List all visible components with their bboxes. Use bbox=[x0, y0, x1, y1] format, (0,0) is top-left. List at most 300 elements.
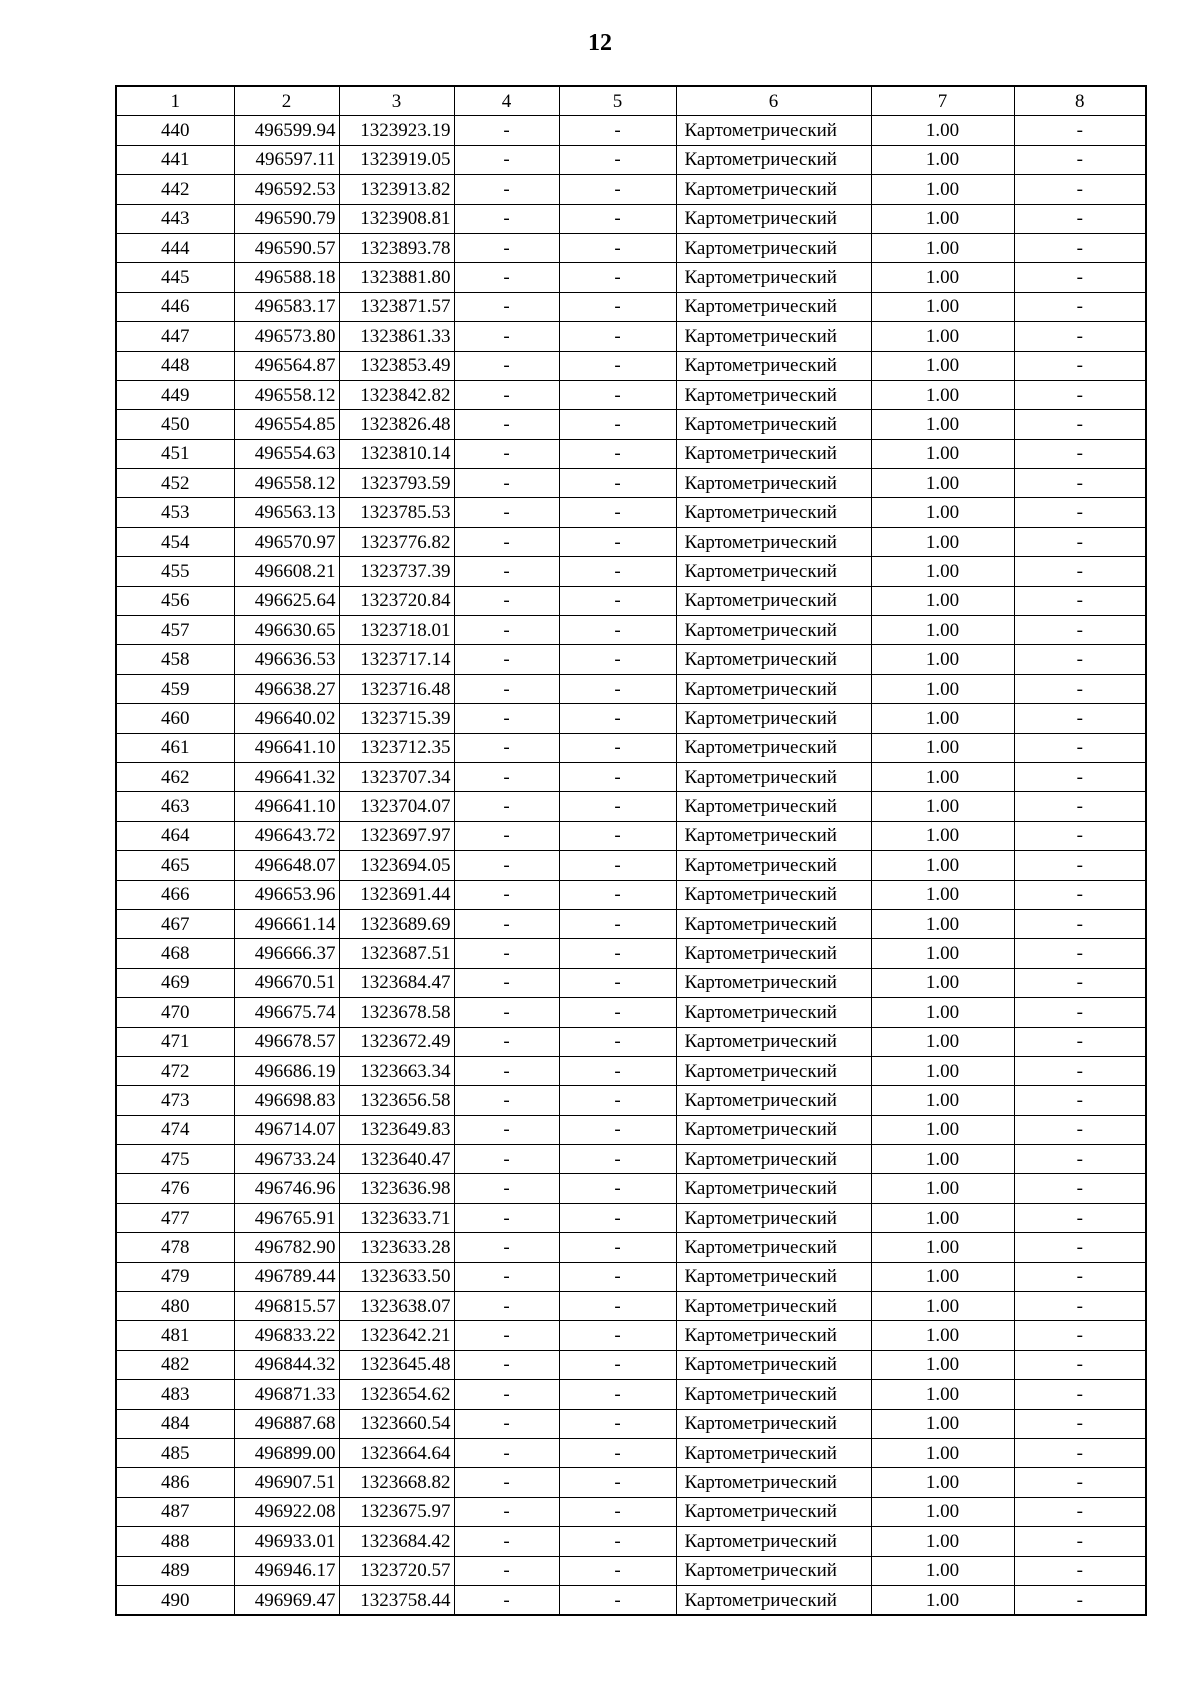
y-coordinate-cell: 1323842.82 bbox=[339, 380, 454, 409]
col8-cell: - bbox=[1014, 1497, 1146, 1526]
table-row bbox=[116, 204, 1146, 233]
point-number-cell: 454 bbox=[116, 527, 234, 556]
col4-cell: - bbox=[454, 527, 559, 556]
x-coordinate-cell: 496583.17 bbox=[234, 292, 339, 321]
accuracy-cell: 1.00 bbox=[871, 557, 1014, 586]
y-coordinate-cell: 1323663.34 bbox=[339, 1056, 454, 1085]
method-cell: Картометрический bbox=[676, 1497, 871, 1526]
point-number-cell: 473 bbox=[116, 1086, 234, 1115]
accuracy-cell: 1.00 bbox=[871, 1321, 1014, 1350]
accuracy-cell: 1.00 bbox=[871, 1380, 1014, 1409]
col5-cell: - bbox=[559, 1292, 676, 1321]
y-coordinate-cell: 1323861.33 bbox=[339, 322, 454, 351]
method-cell: Картометрический bbox=[676, 322, 871, 351]
col8-cell: - bbox=[1014, 733, 1146, 762]
col8-cell: - bbox=[1014, 821, 1146, 850]
accuracy-cell: 1.00 bbox=[871, 1262, 1014, 1291]
col4-cell: - bbox=[454, 439, 559, 468]
col8-cell: - bbox=[1014, 762, 1146, 791]
col5-cell: - bbox=[559, 1145, 676, 1174]
method-cell: Картометрический bbox=[676, 1233, 871, 1262]
col8-cell: - bbox=[1014, 1262, 1146, 1291]
accuracy-cell: 1.00 bbox=[871, 351, 1014, 380]
y-coordinate-cell: 1323720.57 bbox=[339, 1556, 454, 1585]
x-coordinate-cell: 496570.97 bbox=[234, 527, 339, 556]
column-header: 1 bbox=[116, 86, 234, 116]
method-cell: Картометрический bbox=[676, 145, 871, 174]
method-cell: Картометрический bbox=[676, 1527, 871, 1556]
y-coordinate-cell: 1323707.34 bbox=[339, 762, 454, 791]
x-coordinate-cell: 496733.24 bbox=[234, 1145, 339, 1174]
y-coordinate-cell: 1323660.54 bbox=[339, 1409, 454, 1438]
y-coordinate-cell: 1323704.07 bbox=[339, 792, 454, 821]
table-body bbox=[116, 116, 1146, 1615]
table-row bbox=[116, 292, 1146, 321]
col4-cell: - bbox=[454, 292, 559, 321]
table-row bbox=[116, 704, 1146, 733]
table-row bbox=[116, 116, 1146, 145]
table-row bbox=[116, 1380, 1146, 1409]
col8-cell: - bbox=[1014, 439, 1146, 468]
method-cell: Картометрический bbox=[676, 586, 871, 615]
accuracy-cell: 1.00 bbox=[871, 498, 1014, 527]
col4-cell: - bbox=[454, 1556, 559, 1585]
accuracy-cell: 1.00 bbox=[871, 380, 1014, 409]
col8-cell: - bbox=[1014, 351, 1146, 380]
table-row bbox=[116, 1527, 1146, 1556]
col5-cell: - bbox=[559, 880, 676, 909]
accuracy-cell: 1.00 bbox=[871, 1292, 1014, 1321]
col4-cell: - bbox=[454, 821, 559, 850]
method-cell: Картометрический bbox=[676, 1556, 871, 1585]
method-cell: Картометрический bbox=[676, 1409, 871, 1438]
col5-cell: - bbox=[559, 1174, 676, 1203]
col5-cell: - bbox=[559, 557, 676, 586]
point-number-cell: 467 bbox=[116, 909, 234, 938]
col4-cell: - bbox=[454, 1438, 559, 1467]
y-coordinate-cell: 1323881.80 bbox=[339, 263, 454, 292]
x-coordinate-cell: 496899.00 bbox=[234, 1438, 339, 1467]
accuracy-cell: 1.00 bbox=[871, 762, 1014, 791]
accuracy-cell: 1.00 bbox=[871, 527, 1014, 556]
y-coordinate-cell: 1323675.97 bbox=[339, 1497, 454, 1526]
method-cell: Картометрический bbox=[676, 380, 871, 409]
col5-cell: - bbox=[559, 616, 676, 645]
col4-cell: - bbox=[454, 557, 559, 586]
point-number-cell: 447 bbox=[116, 322, 234, 351]
col4-cell: - bbox=[454, 1497, 559, 1526]
col8-cell: - bbox=[1014, 645, 1146, 674]
header-row bbox=[116, 86, 1146, 116]
col8-cell: - bbox=[1014, 1174, 1146, 1203]
col8-cell: - bbox=[1014, 909, 1146, 938]
x-coordinate-cell: 496933.01 bbox=[234, 1527, 339, 1556]
col8-cell: - bbox=[1014, 1115, 1146, 1144]
col5-cell: - bbox=[559, 704, 676, 733]
table-row bbox=[116, 1468, 1146, 1497]
point-number-cell: 472 bbox=[116, 1056, 234, 1085]
method-cell: Картометрический bbox=[676, 1438, 871, 1467]
y-coordinate-cell: 1323689.69 bbox=[339, 909, 454, 938]
col5-cell: - bbox=[559, 351, 676, 380]
col5-cell: - bbox=[559, 1027, 676, 1056]
table-row bbox=[116, 616, 1146, 645]
accuracy-cell: 1.00 bbox=[871, 1056, 1014, 1085]
col4-cell: - bbox=[454, 322, 559, 351]
method-cell: Картометрический bbox=[676, 762, 871, 791]
col5-cell: - bbox=[559, 1115, 676, 1144]
x-coordinate-cell: 496871.33 bbox=[234, 1380, 339, 1409]
table-row bbox=[116, 439, 1146, 468]
y-coordinate-cell: 1323826.48 bbox=[339, 410, 454, 439]
col4-cell: - bbox=[454, 1585, 559, 1615]
x-coordinate-cell: 496666.37 bbox=[234, 939, 339, 968]
col5-cell: - bbox=[559, 1056, 676, 1085]
method-cell: Картометрический bbox=[676, 439, 871, 468]
accuracy-cell: 1.00 bbox=[871, 1527, 1014, 1556]
point-number-cell: 475 bbox=[116, 1145, 234, 1174]
point-number-cell: 444 bbox=[116, 233, 234, 262]
point-number-cell: 449 bbox=[116, 380, 234, 409]
x-coordinate-cell: 496597.11 bbox=[234, 145, 339, 174]
accuracy-cell: 1.00 bbox=[871, 792, 1014, 821]
accuracy-cell: 1.00 bbox=[871, 586, 1014, 615]
y-coordinate-cell: 1323694.05 bbox=[339, 851, 454, 880]
y-coordinate-cell: 1323633.28 bbox=[339, 1233, 454, 1262]
x-coordinate-cell: 496765.91 bbox=[234, 1203, 339, 1232]
method-cell: Картометрический bbox=[676, 1350, 871, 1379]
col5-cell: - bbox=[559, 821, 676, 850]
accuracy-cell: 1.00 bbox=[871, 175, 1014, 204]
col8-cell: - bbox=[1014, 792, 1146, 821]
col8-cell: - bbox=[1014, 116, 1146, 145]
col4-cell: - bbox=[454, 851, 559, 880]
accuracy-cell: 1.00 bbox=[871, 998, 1014, 1027]
method-cell: Картометрический bbox=[676, 616, 871, 645]
col5-cell: - bbox=[559, 292, 676, 321]
table-row bbox=[116, 939, 1146, 968]
x-coordinate-cell: 496887.68 bbox=[234, 1409, 339, 1438]
col5-cell: - bbox=[559, 1497, 676, 1526]
y-coordinate-cell: 1323640.47 bbox=[339, 1145, 454, 1174]
col8-cell: - bbox=[1014, 998, 1146, 1027]
y-coordinate-cell: 1323668.82 bbox=[339, 1468, 454, 1497]
col4-cell: - bbox=[454, 1056, 559, 1085]
x-coordinate-cell: 496833.22 bbox=[234, 1321, 339, 1350]
col5-cell: - bbox=[559, 968, 676, 997]
method-cell: Картометрический bbox=[676, 1056, 871, 1085]
col5-cell: - bbox=[559, 1233, 676, 1262]
accuracy-cell: 1.00 bbox=[871, 1027, 1014, 1056]
point-number-cell: 442 bbox=[116, 175, 234, 204]
col5-cell: - bbox=[559, 410, 676, 439]
table-row bbox=[116, 498, 1146, 527]
col5-cell: - bbox=[559, 1409, 676, 1438]
table-row bbox=[116, 1585, 1146, 1615]
point-number-cell: 480 bbox=[116, 1292, 234, 1321]
col4-cell: - bbox=[454, 1350, 559, 1379]
col8-cell: - bbox=[1014, 1203, 1146, 1232]
method-cell: Картометрический bbox=[676, 1585, 871, 1615]
point-number-cell: 474 bbox=[116, 1115, 234, 1144]
accuracy-cell: 1.00 bbox=[871, 1203, 1014, 1232]
col5-cell: - bbox=[559, 851, 676, 880]
table-row bbox=[116, 527, 1146, 556]
table-row bbox=[116, 145, 1146, 174]
accuracy-cell: 1.00 bbox=[871, 116, 1014, 145]
col4-cell: - bbox=[454, 1262, 559, 1291]
point-number-cell: 483 bbox=[116, 1380, 234, 1409]
col5-cell: - bbox=[559, 116, 676, 145]
col5-cell: - bbox=[559, 1262, 676, 1291]
col4-cell: - bbox=[454, 145, 559, 174]
col4-cell: - bbox=[454, 792, 559, 821]
accuracy-cell: 1.00 bbox=[871, 233, 1014, 262]
point-number-cell: 478 bbox=[116, 1233, 234, 1262]
col5-cell: - bbox=[559, 1585, 676, 1615]
table-row bbox=[116, 792, 1146, 821]
col8-cell: - bbox=[1014, 1350, 1146, 1379]
y-coordinate-cell: 1323691.44 bbox=[339, 880, 454, 909]
col5-cell: - bbox=[559, 762, 676, 791]
col4-cell: - bbox=[454, 909, 559, 938]
table-row bbox=[116, 1115, 1146, 1144]
x-coordinate-cell: 496641.10 bbox=[234, 792, 339, 821]
table-row bbox=[116, 674, 1146, 703]
col8-cell: - bbox=[1014, 1585, 1146, 1615]
point-number-cell: 446 bbox=[116, 292, 234, 321]
col4-cell: - bbox=[454, 1468, 559, 1497]
table-row bbox=[116, 733, 1146, 762]
method-cell: Картометрический bbox=[676, 851, 871, 880]
table-row bbox=[116, 1086, 1146, 1115]
method-cell: Картометрический bbox=[676, 292, 871, 321]
point-number-cell: 453 bbox=[116, 498, 234, 527]
accuracy-cell: 1.00 bbox=[871, 1086, 1014, 1115]
accuracy-cell: 1.00 bbox=[871, 292, 1014, 321]
x-coordinate-cell: 496782.90 bbox=[234, 1233, 339, 1262]
accuracy-cell: 1.00 bbox=[871, 1585, 1014, 1615]
accuracy-cell: 1.00 bbox=[871, 733, 1014, 762]
accuracy-cell: 1.00 bbox=[871, 1174, 1014, 1203]
col4-cell: - bbox=[454, 586, 559, 615]
column-header: 2 bbox=[234, 86, 339, 116]
y-coordinate-cell: 1323649.83 bbox=[339, 1115, 454, 1144]
method-cell: Картометрический bbox=[676, 733, 871, 762]
point-number-cell: 461 bbox=[116, 733, 234, 762]
y-coordinate-cell: 1323697.97 bbox=[339, 821, 454, 850]
col8-cell: - bbox=[1014, 204, 1146, 233]
col8-cell: - bbox=[1014, 704, 1146, 733]
col4-cell: - bbox=[454, 263, 559, 292]
y-coordinate-cell: 1323633.50 bbox=[339, 1262, 454, 1291]
y-coordinate-cell: 1323908.81 bbox=[339, 204, 454, 233]
accuracy-cell: 1.00 bbox=[871, 322, 1014, 351]
table-row bbox=[116, 998, 1146, 1027]
col4-cell: - bbox=[454, 204, 559, 233]
point-number-cell: 452 bbox=[116, 469, 234, 498]
col8-cell: - bbox=[1014, 968, 1146, 997]
method-cell: Картометрический bbox=[676, 498, 871, 527]
x-coordinate-cell: 496554.63 bbox=[234, 439, 339, 468]
method-cell: Картометрический bbox=[676, 704, 871, 733]
table-row bbox=[116, 821, 1146, 850]
table-row bbox=[116, 322, 1146, 351]
accuracy-cell: 1.00 bbox=[871, 204, 1014, 233]
point-number-cell: 470 bbox=[116, 998, 234, 1027]
point-number-cell: 476 bbox=[116, 1174, 234, 1203]
accuracy-cell: 1.00 bbox=[871, 851, 1014, 880]
point-number-cell: 489 bbox=[116, 1556, 234, 1585]
table-row bbox=[116, 762, 1146, 791]
col5-cell: - bbox=[559, 527, 676, 556]
point-number-cell: 487 bbox=[116, 1497, 234, 1526]
table-row bbox=[116, 380, 1146, 409]
col8-cell: - bbox=[1014, 851, 1146, 880]
col5-cell: - bbox=[559, 439, 676, 468]
accuracy-cell: 1.00 bbox=[871, 909, 1014, 938]
y-coordinate-cell: 1323633.71 bbox=[339, 1203, 454, 1232]
col5-cell: - bbox=[559, 645, 676, 674]
point-number-cell: 484 bbox=[116, 1409, 234, 1438]
table-row bbox=[116, 1203, 1146, 1232]
point-number-cell: 477 bbox=[116, 1203, 234, 1232]
col8-cell: - bbox=[1014, 233, 1146, 262]
x-coordinate-cell: 496922.08 bbox=[234, 1497, 339, 1526]
point-number-cell: 455 bbox=[116, 557, 234, 586]
x-coordinate-cell: 496630.65 bbox=[234, 616, 339, 645]
col8-cell: - bbox=[1014, 1145, 1146, 1174]
column-header: 6 bbox=[676, 86, 871, 116]
x-coordinate-cell: 496714.07 bbox=[234, 1115, 339, 1144]
y-coordinate-cell: 1323853.49 bbox=[339, 351, 454, 380]
table-row bbox=[116, 1556, 1146, 1585]
point-number-cell: 485 bbox=[116, 1438, 234, 1467]
col4-cell: - bbox=[454, 1145, 559, 1174]
col4-cell: - bbox=[454, 968, 559, 997]
table-row bbox=[116, 1174, 1146, 1203]
col8-cell: - bbox=[1014, 557, 1146, 586]
col4-cell: - bbox=[454, 998, 559, 1027]
col8-cell: - bbox=[1014, 880, 1146, 909]
table-row bbox=[116, 1497, 1146, 1526]
col4-cell: - bbox=[454, 733, 559, 762]
point-number-cell: 481 bbox=[116, 1321, 234, 1350]
y-coordinate-cell: 1323636.98 bbox=[339, 1174, 454, 1203]
coordinates-table bbox=[115, 85, 1147, 1616]
y-coordinate-cell: 1323720.84 bbox=[339, 586, 454, 615]
table-row bbox=[116, 1350, 1146, 1379]
col5-cell: - bbox=[559, 469, 676, 498]
accuracy-cell: 1.00 bbox=[871, 616, 1014, 645]
y-coordinate-cell: 1323715.39 bbox=[339, 704, 454, 733]
table-row bbox=[116, 851, 1146, 880]
method-cell: Картометрический bbox=[676, 469, 871, 498]
col5-cell: - bbox=[559, 263, 676, 292]
y-coordinate-cell: 1323913.82 bbox=[339, 175, 454, 204]
method-cell: Картометрический bbox=[676, 792, 871, 821]
col4-cell: - bbox=[454, 410, 559, 439]
x-coordinate-cell: 496625.64 bbox=[234, 586, 339, 615]
method-cell: Картометрический bbox=[676, 557, 871, 586]
col4-cell: - bbox=[454, 1174, 559, 1203]
point-number-cell: 479 bbox=[116, 1262, 234, 1291]
point-number-cell: 460 bbox=[116, 704, 234, 733]
col4-cell: - bbox=[454, 645, 559, 674]
point-number-cell: 459 bbox=[116, 674, 234, 703]
table-row bbox=[116, 1056, 1146, 1085]
col5-cell: - bbox=[559, 998, 676, 1027]
y-coordinate-cell: 1323684.47 bbox=[339, 968, 454, 997]
point-number-cell: 466 bbox=[116, 880, 234, 909]
accuracy-cell: 1.00 bbox=[871, 1115, 1014, 1144]
point-number-cell: 465 bbox=[116, 851, 234, 880]
point-number-cell: 443 bbox=[116, 204, 234, 233]
col5-cell: - bbox=[559, 1438, 676, 1467]
method-cell: Картометрический bbox=[676, 909, 871, 938]
col4-cell: - bbox=[454, 616, 559, 645]
col5-cell: - bbox=[559, 792, 676, 821]
point-number-cell: 471 bbox=[116, 1027, 234, 1056]
col8-cell: - bbox=[1014, 586, 1146, 615]
x-coordinate-cell: 496678.57 bbox=[234, 1027, 339, 1056]
point-number-cell: 445 bbox=[116, 263, 234, 292]
x-coordinate-cell: 496564.87 bbox=[234, 351, 339, 380]
y-coordinate-cell: 1323664.64 bbox=[339, 1438, 454, 1467]
col8-cell: - bbox=[1014, 1556, 1146, 1585]
col4-cell: - bbox=[454, 1409, 559, 1438]
col5-cell: - bbox=[559, 1086, 676, 1115]
col5-cell: - bbox=[559, 498, 676, 527]
y-coordinate-cell: 1323654.62 bbox=[339, 1380, 454, 1409]
method-cell: Картометрический bbox=[676, 939, 871, 968]
y-coordinate-cell: 1323893.78 bbox=[339, 233, 454, 262]
accuracy-cell: 1.00 bbox=[871, 1409, 1014, 1438]
method-cell: Картометрический bbox=[676, 204, 871, 233]
col4-cell: - bbox=[454, 704, 559, 733]
col8-cell: - bbox=[1014, 1321, 1146, 1350]
accuracy-cell: 1.00 bbox=[871, 439, 1014, 468]
page-number: 12 bbox=[588, 30, 612, 56]
col4-cell: - bbox=[454, 762, 559, 791]
x-coordinate-cell: 496675.74 bbox=[234, 998, 339, 1027]
point-number-cell: 456 bbox=[116, 586, 234, 615]
x-coordinate-cell: 496563.13 bbox=[234, 498, 339, 527]
col8-cell: - bbox=[1014, 145, 1146, 174]
accuracy-cell: 1.00 bbox=[871, 1145, 1014, 1174]
column-header: 5 bbox=[559, 86, 676, 116]
y-coordinate-cell: 1323785.53 bbox=[339, 498, 454, 527]
method-cell: Картометрический bbox=[676, 175, 871, 204]
x-coordinate-cell: 496946.17 bbox=[234, 1556, 339, 1585]
x-coordinate-cell: 496661.14 bbox=[234, 909, 339, 938]
col8-cell: - bbox=[1014, 616, 1146, 645]
col5-cell: - bbox=[559, 1527, 676, 1556]
point-number-cell: 457 bbox=[116, 616, 234, 645]
col5-cell: - bbox=[559, 1321, 676, 1350]
y-coordinate-cell: 1323776.82 bbox=[339, 527, 454, 556]
table-row bbox=[116, 557, 1146, 586]
table-row bbox=[116, 233, 1146, 262]
accuracy-cell: 1.00 bbox=[871, 1233, 1014, 1262]
col8-cell: - bbox=[1014, 527, 1146, 556]
table-row bbox=[116, 645, 1146, 674]
column-header: 7 bbox=[871, 86, 1014, 116]
table-row bbox=[116, 263, 1146, 292]
method-cell: Картометрический bbox=[676, 527, 871, 556]
column-header: 4 bbox=[454, 86, 559, 116]
accuracy-cell: 1.00 bbox=[871, 704, 1014, 733]
